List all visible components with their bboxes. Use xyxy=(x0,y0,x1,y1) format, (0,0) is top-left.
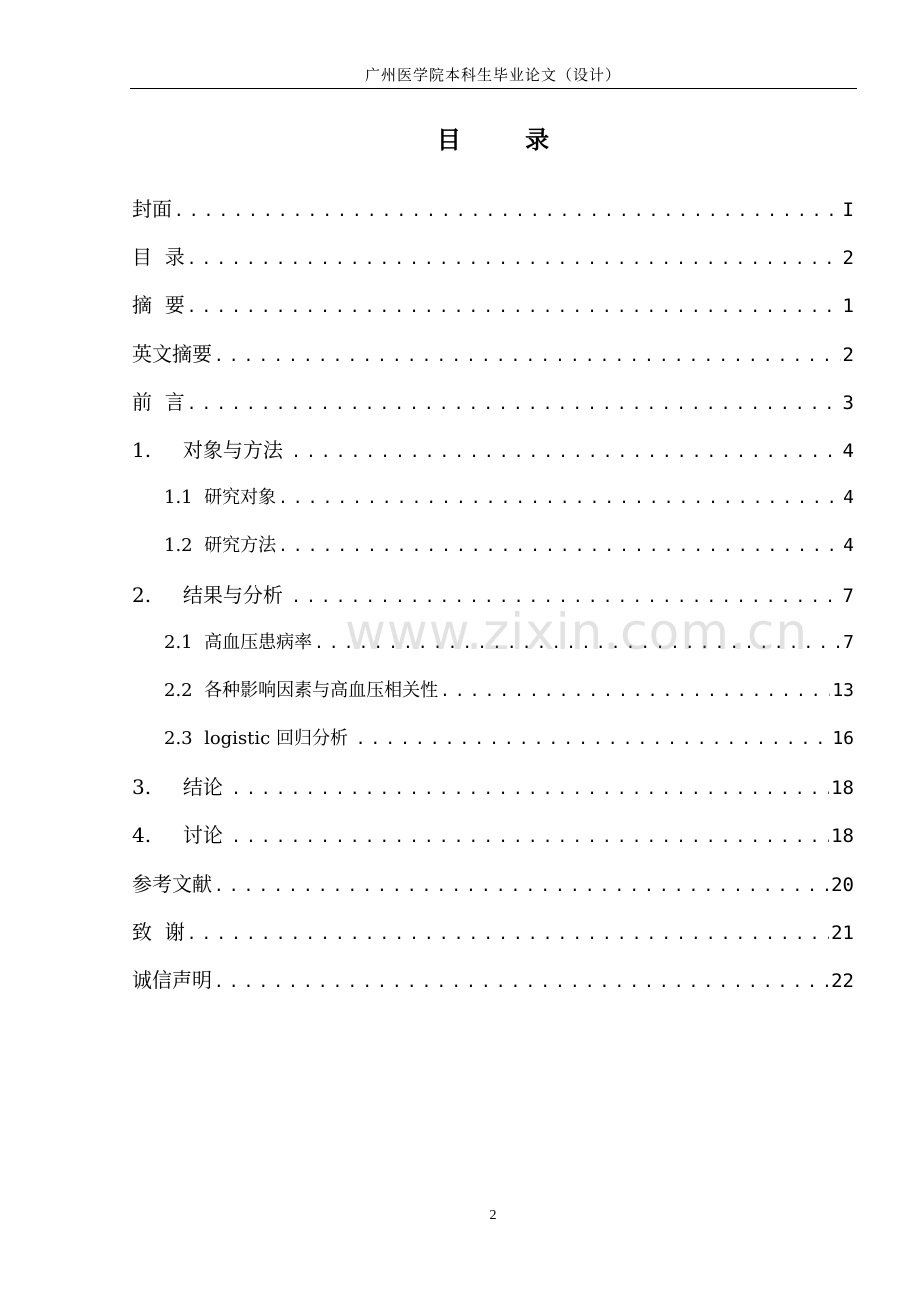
toc-entry-page: 13 xyxy=(832,679,854,701)
toc-entry[interactable] xyxy=(132,672,854,720)
toc-entry-label: 2.2 各种影响因素与高血压相关性 xyxy=(164,679,439,701)
toc-entry[interactable] xyxy=(132,479,854,527)
toc-entry-label: 1.1 研究对象 xyxy=(164,487,277,509)
toc-dot-leader xyxy=(174,192,841,230)
toc-entry-page: 18 xyxy=(831,777,854,800)
toc-entry[interactable] xyxy=(132,190,854,238)
toc-entry-label: 3. 结论 xyxy=(132,775,230,800)
toc-entry-label: 参考文献 xyxy=(132,871,212,896)
running-header: 广州医学院本科生毕业论文（设计） xyxy=(364,66,621,84)
toc-dot-leader xyxy=(278,479,841,517)
toc-entry[interactable] xyxy=(132,816,854,864)
header-rule xyxy=(130,88,857,89)
toc-entry-label: 1.2 研究方法 xyxy=(164,535,277,557)
toc-dot-leader xyxy=(356,720,831,758)
toc-dot-leader xyxy=(214,337,841,375)
toc-dot-leader xyxy=(231,770,829,808)
toc-entry-page: 4 xyxy=(843,487,854,509)
watermark: www.zixin.com.cn xyxy=(345,603,809,661)
toc-dot-leader xyxy=(291,433,840,471)
toc-entry-page: 1 xyxy=(842,295,854,318)
toc-dot-leader xyxy=(187,288,841,326)
toc-dot-leader xyxy=(291,578,840,616)
toc-entry-page: 20 xyxy=(831,873,854,896)
toc-entry-label: 前 言 xyxy=(132,389,185,414)
toc-entry[interactable] xyxy=(132,865,854,913)
toc-entry-label: 2.3 logistic 回归分析 xyxy=(164,728,354,750)
toc-dot-leader xyxy=(187,385,841,423)
toc-entry-page: 4 xyxy=(842,439,854,462)
toc-entry[interactable] xyxy=(132,720,854,768)
toc-entry-label: 致 谢 xyxy=(132,919,185,944)
toc-entry[interactable] xyxy=(132,431,854,479)
toc-entry-page: 3 xyxy=(842,391,854,414)
toc-entry-page: 21 xyxy=(831,921,854,944)
toc-entry-label: 目 录 xyxy=(132,245,185,270)
toc-entry-page: 18 xyxy=(831,825,854,848)
toc-entry-label: 1. 对象与方法 xyxy=(132,437,290,462)
toc-dot-leader xyxy=(214,867,829,905)
toc-title: 目 录 xyxy=(436,126,578,154)
toc-dot-leader xyxy=(278,527,841,565)
toc-entry[interactable] xyxy=(132,238,854,286)
toc-entry[interactable] xyxy=(132,286,854,334)
toc-entry-page: 7 xyxy=(843,631,854,653)
toc-entry[interactable] xyxy=(132,527,854,575)
toc-entry-label: 2. 结果与分析 xyxy=(132,582,290,607)
toc-entry-page: 2 xyxy=(842,247,854,270)
toc-dot-leader xyxy=(231,818,829,856)
toc-entry-page: I xyxy=(842,199,854,221)
toc-entry[interactable] xyxy=(132,335,854,383)
toc-entry-label: 英文摘要 xyxy=(132,341,212,366)
toc-entry[interactable] xyxy=(132,383,854,431)
toc-entry[interactable] xyxy=(132,624,854,672)
toc-dot-leader xyxy=(187,240,841,278)
toc-dot-leader xyxy=(440,672,830,710)
table-of-contents xyxy=(132,190,854,1009)
toc-entry-page: 2 xyxy=(842,343,854,366)
toc-entry[interactable] xyxy=(132,913,854,961)
toc-entry-label: 2.1 高血压患病率 xyxy=(164,631,313,653)
toc-entry-label: 4. 讨论 xyxy=(132,823,230,848)
toc-dot-leader xyxy=(314,624,841,662)
toc-entry-page: 4 xyxy=(843,535,854,557)
toc-entry[interactable] xyxy=(132,961,854,1009)
toc-entry-label: 封面 xyxy=(132,197,172,221)
toc-entry-page: 16 xyxy=(832,728,854,750)
toc-entry[interactable] xyxy=(132,576,854,624)
toc-dot-leader xyxy=(214,963,829,1001)
toc-entry-label: 摘 要 xyxy=(132,293,185,318)
toc-dot-leader xyxy=(187,915,829,953)
toc-entry-page: 7 xyxy=(842,584,854,607)
toc-entry[interactable] xyxy=(132,768,854,816)
toc-entry-page: 22 xyxy=(831,970,854,992)
toc-entry-label: 诚信声明 xyxy=(132,968,212,992)
page-number: 2 xyxy=(489,1208,497,1223)
